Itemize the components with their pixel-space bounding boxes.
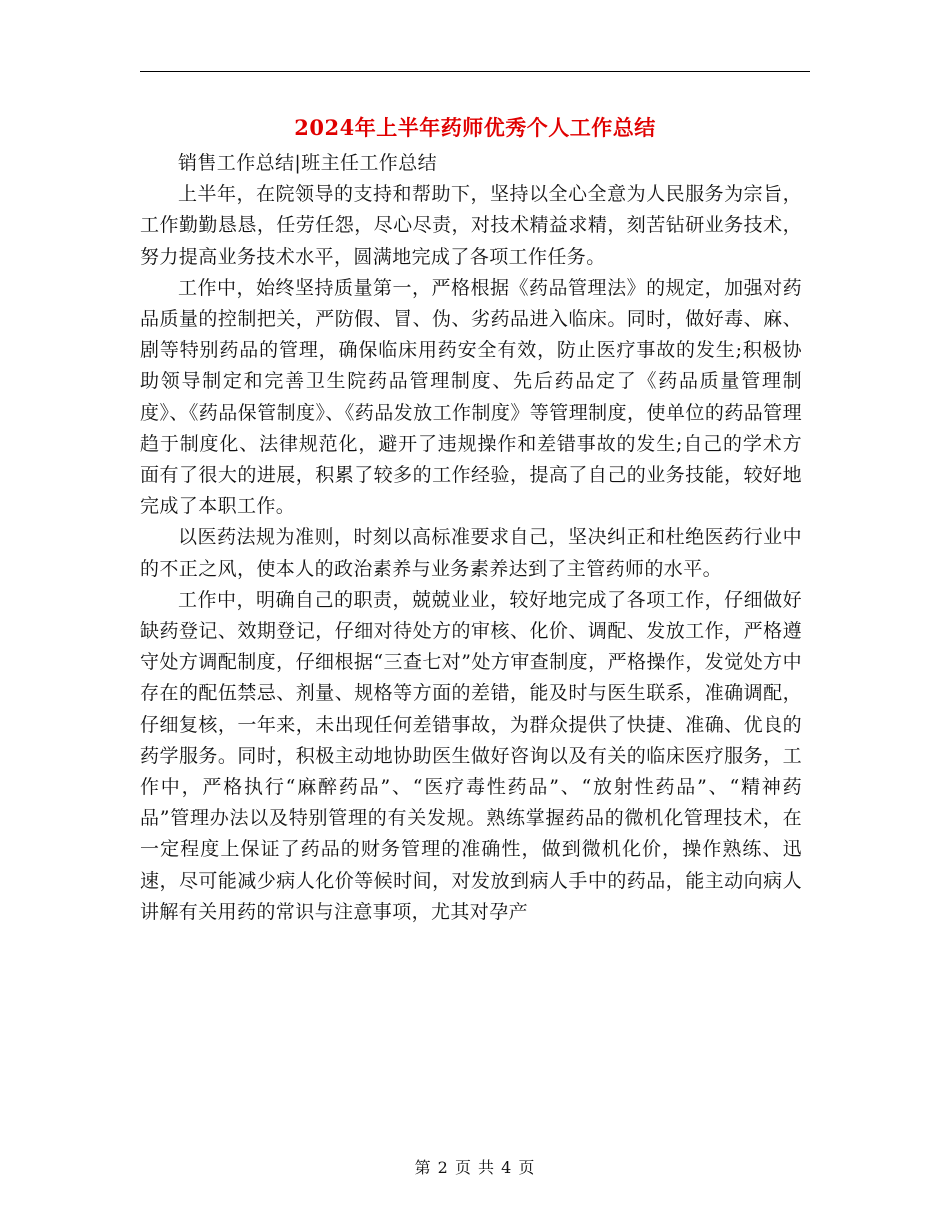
header-rule — [140, 71, 810, 72]
document-title: 2024年上半年药师优秀个人工作总结 — [294, 115, 656, 140]
paragraph-1: 上半年，在院领导的支持和帮助下，坚持以全心全意为人民服务为宗旨，工作勤勤恳恳，任劳任怨，尽心尽责，对技术精益求精，刻苦钻研业务技术，努力提高业务技术水平，圆满地完成了各项工作任务。 — [140, 183, 802, 268]
page-number-footer: 第 2 页 共 4 页 — [414, 1158, 536, 1177]
related-links: 销售工作总结|班主任工作总结 — [178, 152, 438, 174]
paragraph-3: 以医药法规为准则，时刻以高标准要求自己，坚决纠正和杜绝医药行业中的不正之风，使本人的政治素养与业务素养达到了主管药师的水平。 — [140, 526, 802, 580]
paragraph-2: 工作中，始终坚持质量第一，严格根据《药品管理法》的规定，加强对药品质量的控制把关，严防假、冒、伪、劣药品进入临床。同时，做好毒、麻、剧等特别药品的管理，确保临床用药安全有效，防止医疗事故的发生;积极协助领导制定和完善卫生院药品管理制度、先后药品定了《药品质量管理制度》、《药品保管制度》、《药品发放工作制度》等管理制度，使单位的药品管理趋于制度化、法律规范化，避开了违规操作和差错事故的发生;自己的学术方面有了很大的进展，积累了较多的工作经验，提高了自己的业务技能，较好地完成了本职工作。 — [140, 276, 802, 518]
paragraph-4: 工作中，明确自己的职责，兢兢业业，较好地完成了各项工作，仔细做好缺药登记、效期登记，仔细对待处方的审核、化价、调配、发放工作，严格遵守处方调配制度，仔细根据“三查七对”处方审查制度，严格操作，发觉处方中存在的配伍禁忌、剂量、规格等方面的差错，能及时与医生联系，准确调配，仔细复核，一年来，未出现任何差错事故，为群众提供了快捷、准确、优良的药学服务。同时，积极主动地协助医生做好咨询以及有关的临床医疗服务，工作中，严格执行“麻醉药品”、“医疗毒性药品”、“放射性药品”、“精神药品”管理办法以及特别管理的有关发规。熟练掌握药品的微机化管理技术，在一定程度上保证了药品的财务管理的准确性，做到微机化价，操作熟练、迅速，尽可能减少病人化价等候时间，对发放到病人手中的药品，能主动向病人讲解有关用药的常识与注意事项，尤其对孕产 — [140, 588, 802, 923]
document-body — [140, 148, 802, 928]
